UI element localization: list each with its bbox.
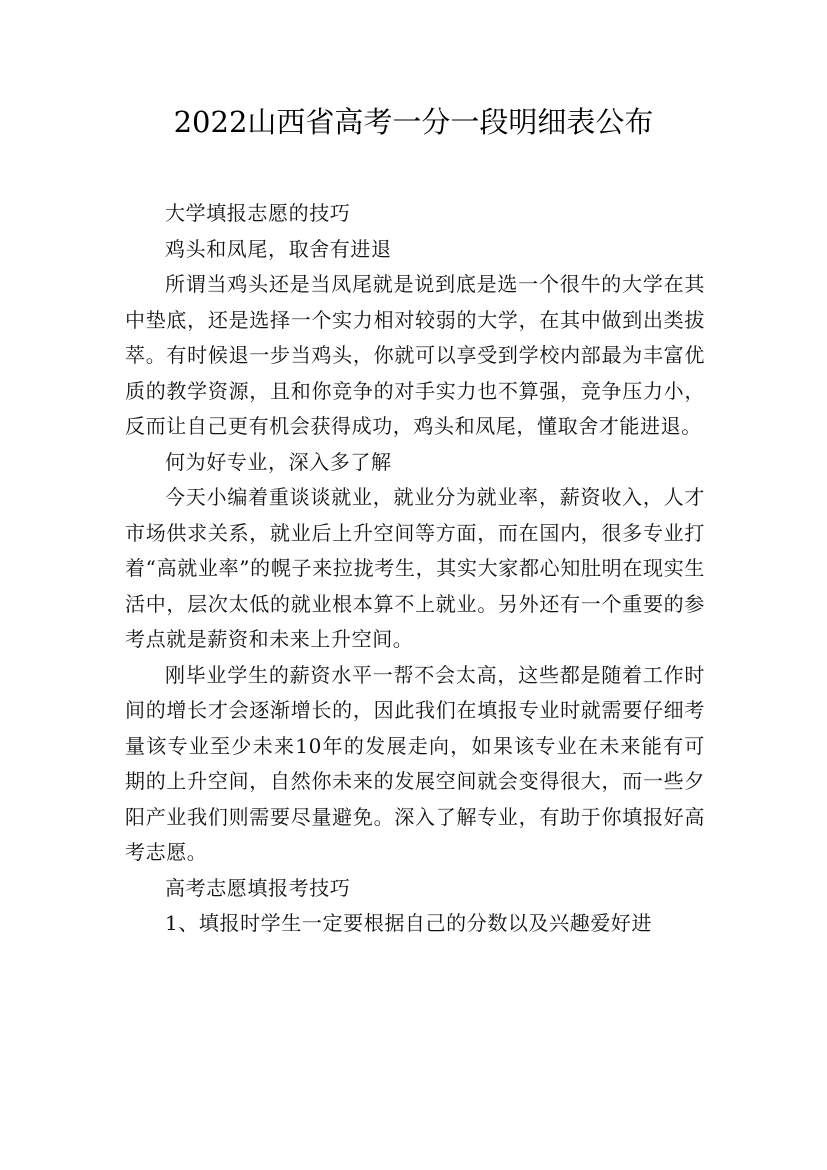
subheading-jitou-fengwei: 鸡头和凤尾，取舍有进退 (165, 236, 392, 261)
paragraph-tip-1: 1、填报时学生一定要根据自己的分数以及兴趣爱好进 (165, 911, 653, 935)
document-title: 2022山西省高考一分一段明细表公布 (173, 105, 654, 139)
paragraph-jitou-fengwei: 所谓当鸡头还是当凤尾就是说到底是选一个很牛的大学在其中垫底，还是选择一个实力相对较弱的大学，在其中做到出类拔萃。有时候退一步当鸡头，你就可以享受到学校内部最为丰富优质的教学资源，且和你竞争的对手实力也不算强，竞争压力小，反而让自己更有机会获得成功，鸡头和凤尾，懂取舍才能进退。 (125, 272, 705, 438)
subheading-good-major: 何为好专业，深入多了解 (165, 449, 392, 474)
document-body (125, 196, 705, 942)
paragraph-employment: 今天小编着重谈谈就业，就业分为就业率，薪资收入，人才市场供求关系，就业后上升空间等方面，而在国内，很多专业打着“高就业率”的幌子来拉拢考生，其实大家都心知肚明在现实生活中，层次太低的就业根本算不上就业。另外还有一个重要的参考点就是薪资和未来上升空间。 (125, 485, 705, 651)
section-heading-application-tips: 高考志愿填报考技巧 (165, 875, 351, 900)
section-heading-tips: 大学填报志愿的技巧 (165, 201, 351, 225)
paragraph-salary: 刚毕业学生的薪资水平一帮不会太高，这些都是随着工作时间的增长才会逐渐增长的，因此我们在填报专业时就需要仔细考量该专业至少未来10年的发展走向，如果该专业在未来能有可期的上升空间，自然你未来的发展空间就会变得很大，而一些夕阳产业我们则需要尽量避免。深入了解专业，有助于你填报好高考志愿。 (125, 662, 705, 864)
